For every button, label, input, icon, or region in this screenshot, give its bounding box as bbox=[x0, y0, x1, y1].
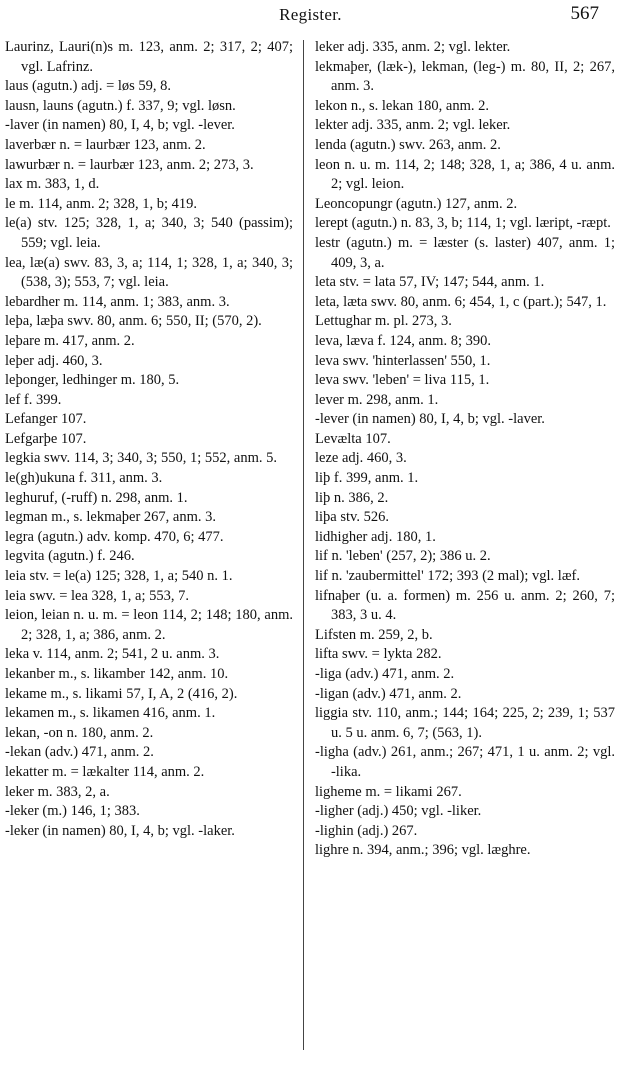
index-entry: liggia stv. 110, anm.; 144; 164; 225, 2; 239, 1; 537 u. 5 u. anm. 6, 7; (563, 1). bbox=[315, 705, 615, 741]
index-entry: Laurinz, Lauri(n)s m. 123, anm. 2; 317, 2; 407; vgl. Lafrinz. bbox=[5, 39, 293, 75]
index-entry: leze adj. 460, 3. bbox=[315, 450, 407, 467]
page-header bbox=[0, 3, 621, 33]
index-entry: leva swv. 'leben' = liva 115, 1. bbox=[315, 372, 490, 389]
index-entry: Lifsten m. 259, 2, b. bbox=[315, 626, 433, 643]
index-entry: -lever (in namen) 80, I, 4, b; vgl. -laver. bbox=[315, 411, 545, 428]
index-entry: lever m. 298, anm. 1. bbox=[315, 391, 439, 408]
right-column bbox=[315, 38, 615, 861]
index-entry: leker m. 383, 2, a. bbox=[5, 783, 110, 800]
index-entry: lef f. 399. bbox=[5, 391, 62, 408]
index-entry: legra (agutn.) adv. komp. 470, 6; 477. bbox=[5, 528, 224, 545]
index-entry: Lettughar m. pl. 273, 3. bbox=[315, 313, 452, 330]
index-entry: leþonger, ledhinger m. 180, 5. bbox=[5, 372, 180, 389]
index-entry: leþer adj. 460, 3. bbox=[5, 352, 103, 369]
index-entry: lekmaþer, (læk-), lekman, (leg-) m. 80, II, 2; 267, anm. 3. bbox=[315, 58, 615, 95]
left-column bbox=[5, 38, 293, 841]
index-entry: lax m. 383, 1, d. bbox=[5, 176, 100, 193]
index-entry: laus (agutn.) adj. = løs 59, 8. bbox=[5, 78, 172, 95]
index-entry: le(a) stv. 125; 328, 1, a; 340, 3; 540 (passim); 559; vgl. leia. bbox=[5, 215, 293, 251]
index-entry: laverbær n. = laurbær 123, anm. 2. bbox=[5, 136, 206, 153]
index-entry: -ligha (adv.) 261, anm.; 267; 471, 1 u. anm. 2; vgl. -lika. bbox=[315, 744, 615, 780]
index-entry: lidhigher adj. 180, 1. bbox=[315, 528, 436, 545]
index-entry: lekamen m., s. likamen 416, anm. 1. bbox=[5, 705, 216, 722]
index-entry: legvita (agutn.) f. 246. bbox=[5, 548, 135, 565]
index-entry: -leker (in namen) 80, I, 4, b; vgl. -laker. bbox=[5, 822, 235, 839]
index-entry: -ligher (adj.) 450; vgl. -liker. bbox=[315, 803, 482, 820]
index-entry: liþ f. 399, anm. 1. bbox=[315, 470, 419, 487]
index-entry: leva, læva f. 124, anm. 8; 390. bbox=[315, 332, 491, 349]
index-entry: leghuruf, (-ruff) n. 298, anm. 1. bbox=[5, 489, 188, 506]
index-entry: leta stv. = lata 57, IV; 147; 544, anm. 1. bbox=[315, 274, 545, 291]
index-entry: Leoncopungr (agutn.) 127, anm. 2. bbox=[315, 195, 518, 212]
index-entry: liþa stv. 526. bbox=[315, 509, 389, 526]
index-entry: lekan, -on n. 180, anm. 2. bbox=[5, 724, 154, 741]
index-entry: Lefgarþe 107. bbox=[5, 430, 87, 447]
index-entry: legkia swv. 114, 3; 340, 3; 550, 1; 552, anm. 5. bbox=[5, 450, 277, 467]
index-entry: ligheme m. = likami 267. bbox=[315, 783, 462, 800]
index-entry: lif n. 'zaubermittel' 172; 393 (2 mal); vgl. læf. bbox=[315, 568, 580, 585]
index-entry: legman m., s. lekmaþer 267, anm. 3. bbox=[5, 509, 217, 526]
index-entry: lekatter m. = lækalter 114, anm. 2. bbox=[5, 763, 205, 780]
index-entry: lekter adj. 335, anm. 2; vgl. leker. bbox=[315, 117, 511, 134]
index-entry: liþ n. 386, 2. bbox=[315, 489, 389, 506]
index-entry: lausn, launs (agutn.) f. 337, 9; vgl. løsn. bbox=[5, 97, 236, 114]
index-entry: Lefanger 107. bbox=[5, 411, 87, 428]
index-entry: lea, læ(a) swv. 83, 3, a; 114, 1; 328, 1, a; 340, 3; (538, 3); 553, 7; vgl. leia. bbox=[5, 254, 293, 291]
index-entry: lawurbær n. = laurbær 123, anm. 2; 273, 3. bbox=[5, 156, 254, 173]
index-entry: leþa, læþa swv. 80, anm. 6; 550, II; (570, 2). bbox=[5, 313, 262, 330]
index-entry: lekon n., s. lekan 180, anm. 2. bbox=[315, 97, 489, 114]
running-head: Register. bbox=[279, 5, 342, 24]
index-entry: le m. 114, anm. 2; 328, 1, b; 419. bbox=[5, 195, 197, 212]
index-entry: leker adj. 335, anm. 2; vgl. lekter. bbox=[315, 39, 511, 55]
column-divider bbox=[303, 40, 304, 1050]
index-entry: leia stv. = le(a) 125; 328, 1, a; 540 n. 1. bbox=[5, 568, 233, 585]
index-entry: leva swv. 'hinterlassen' 550, 1. bbox=[315, 352, 491, 369]
index-entry: -lekan (adv.) 471, anm. 2. bbox=[5, 744, 154, 761]
index-entry: Levælta 107. bbox=[315, 430, 391, 447]
index-entry: lighre n. 394, anm.; 396; vgl. læghre. bbox=[315, 842, 531, 859]
index-entry: -lighin (adj.) 267. bbox=[315, 822, 418, 839]
index-entry: leta, læta swv. 80, anm. 6; 454, 1, c (part.); 547, 1. bbox=[315, 293, 607, 310]
index-entry: -laver (in namen) 80, I, 4, b; vgl. -lever. bbox=[5, 117, 235, 134]
index-entry: lenda (agutn.) swv. 263, anm. 2. bbox=[315, 136, 501, 153]
index-entry: lekame m., s. likami 57, I, A, 2 (416, 2). bbox=[5, 685, 238, 702]
index-entry: leka v. 114, anm. 2; 541, 2 u. anm. 3. bbox=[5, 646, 220, 663]
index-entry: leion, leian n. u. m. = leon 114, 2; 148; 180, anm. 2; 328, 1, a; 386, anm. 2. bbox=[5, 607, 293, 643]
index-entry: lifnaþer (u. a. formen) m. 256 u. anm. 2; 260, 7; 383, 3 u. 4. bbox=[315, 587, 615, 624]
index-entry: leon n. u. m. 114, 2; 148; 328, 1, a; 386, 4 u. anm. 2; vgl. leion. bbox=[315, 156, 615, 193]
index-entry: lerept (agutn.) n. 83, 3, b; 114, 1; vgl. læript, -ræpt. bbox=[315, 215, 611, 232]
index-entry: leia swv. = lea 328, 1, a; 553, 7. bbox=[5, 587, 190, 604]
index-entry: -liga (adv.) 471, anm. 2. bbox=[315, 666, 455, 682]
index-entry: lestr (agutn.) m. = læster (s. laster) 407, anm. 1; 409, 3, a. bbox=[315, 234, 615, 271]
page-number: 567 bbox=[570, 3, 599, 24]
index-entry: lif n. 'leben' (257, 2); 386 u. 2. bbox=[315, 548, 491, 565]
index-entry: lebardher m. 114, anm. 1; 383, anm. 3. bbox=[5, 293, 230, 310]
index-entry: lifta swv. = lykta 282. bbox=[315, 646, 442, 663]
index-entry: lekanber m., s. likamber 142, anm. 10. bbox=[5, 666, 229, 682]
index-entry: -ligan (adv.) 471, anm. 2. bbox=[315, 685, 462, 702]
index-entry: le(gh)ukuna f. 311, anm. 3. bbox=[5, 470, 163, 487]
index-entry: leþare m. 417, anm. 2. bbox=[5, 332, 135, 349]
index-entry: -leker (m.) 146, 1; 383. bbox=[5, 803, 140, 820]
